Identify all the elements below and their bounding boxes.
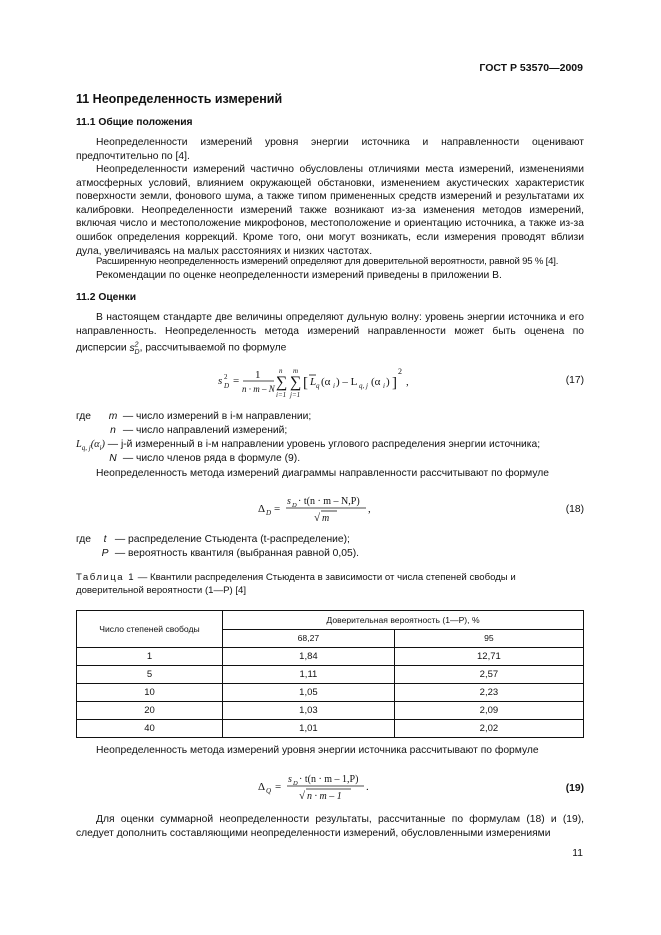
paragraph: Неопределенность метода измерений уровня энергии источника рассчитывают по формуле	[96, 745, 539, 756]
svg-text:L: L	[310, 376, 317, 388]
table-header: 68,27	[223, 629, 395, 648]
equation-number: (19)	[565, 783, 584, 794]
table-row	[77, 702, 584, 720]
where-item: $L_{q, j}(\alpha_i)$ — j-й измеренный в i-м направлении уровень углового распределения энергии источника;	[76, 439, 541, 453]
svg-text:D: D	[224, 382, 230, 390]
variance-symbol: $s^2_D$	[129, 341, 140, 356]
svg-text:q: q	[316, 382, 320, 390]
svg-text:,: ,	[406, 376, 409, 388]
table-cell: 1	[77, 648, 223, 666]
equation-number: (17)	[565, 375, 584, 386]
table-cell: 1,01	[223, 720, 395, 738]
equation-17-graphic	[218, 360, 438, 400]
table-header: Доверительная вероятность (1—P), %	[223, 611, 584, 630]
svg-text:i: i	[333, 382, 335, 390]
svg-text:· t(n · m – N,P): · t(n · m – N,P)	[298, 496, 360, 507]
svg-text:D: D	[266, 509, 272, 517]
equation-number: (18)	[565, 504, 584, 515]
svg-text:s: s	[287, 496, 291, 507]
equation-17	[218, 360, 438, 400]
table-cell: 2,09	[394, 702, 583, 720]
paragraph: Рекомендации по оценке неопределенности измерений приведены в приложении В.	[96, 270, 502, 281]
where-item: N — число членов ряда в формуле (9).	[109, 453, 301, 464]
svg-text:2: 2	[398, 367, 402, 376]
svg-text:.: .	[366, 781, 369, 793]
table-cell: 1,05	[223, 684, 395, 702]
svg-text:m: m	[293, 367, 299, 375]
svg-text:): )	[386, 376, 390, 388]
svg-text:√: √	[314, 512, 321, 524]
table-row	[77, 648, 584, 666]
standard-header: ГОСТ Р 53570—2009	[479, 62, 583, 74]
equation-19	[258, 768, 378, 806]
svg-text:s: s	[218, 375, 223, 387]
paragraph: В настоящем стандарте две величины определяют дульную волну: уровень энергии источника и его направленность. Неопределенность метода измерений направленности может быть оценена по дисперсии $s^2_D$, рассчитываемой по формуле	[76, 312, 584, 356]
paragraph: Для оценки суммарной неопределенности результаты, рассчитанные по формулам (18) и (19), следует дополнить составляющими неопределенности измерений, обусловленными измерениями	[76, 814, 584, 839]
subsection-title-11-1: 11.1 Общие положения	[76, 117, 193, 128]
svg-text:,: ,	[368, 503, 371, 515]
table-cell: 1,11	[223, 666, 395, 684]
table-cell: 5	[77, 666, 223, 684]
svg-text:(α: (α	[321, 376, 331, 388]
svg-text:Δ: Δ	[258, 503, 266, 515]
svg-text:D: D	[292, 502, 297, 509]
page-number: 11	[572, 848, 583, 859]
equation-18-graphic	[258, 490, 378, 526]
table-row	[77, 666, 584, 684]
svg-text:Q: Q	[266, 787, 272, 795]
equation-18	[258, 490, 378, 526]
table-header: 95	[394, 629, 583, 648]
svg-text:n · m – 1: n · m – 1	[307, 791, 342, 802]
table-row	[77, 720, 584, 738]
table-header: Число степеней свободы	[77, 611, 223, 648]
svg-text:m: m	[322, 513, 330, 524]
svg-text:[: [	[303, 375, 308, 391]
where-label: где	[76, 411, 92, 422]
svg-text:√: √	[299, 790, 306, 802]
svg-text:1: 1	[255, 369, 261, 381]
where-item: m — число измерений в i-м направлении;	[108, 411, 312, 422]
paragraph: Неопределенность метода измерений диаграммы направленности рассчитывают по формуле	[96, 468, 550, 479]
svg-text:q, j: q, j	[359, 382, 368, 390]
where-item: t — распределение Стьюдента (t-распределение);	[103, 534, 350, 545]
equation-19-graphic	[258, 768, 378, 806]
svg-text:Δ: Δ	[258, 781, 266, 793]
paragraph: Неопределенности измерений частично обусловлены отличиями места измерений, изменениями атмосферных условий, влиянием окружающей обстановки, изменением акустических характеристик поверхности земли, фонового шума, а также типом примененных средств измерений и результатами их калибровки. Неопределенности измерений также возникают из-за изменения методов измерений, включая число и местоположение микрофонов, местоположение и ориентацию источника, а также из-за ошибок определения коррекций. Кроме того, они могут возникать, если измерения проводят вблизи дула, увеличиваясь на малых расстояниях и низких частотах.	[76, 164, 584, 257]
table-cell: 10	[77, 684, 223, 702]
table-cell: 20	[77, 702, 223, 720]
student-quantiles-table	[76, 610, 584, 738]
svg-text:=: =	[233, 375, 240, 387]
svg-text:s: s	[288, 774, 292, 785]
table-cell: 2,02	[394, 720, 583, 738]
svg-text:D: D	[293, 780, 298, 787]
svg-text:=: =	[275, 781, 282, 793]
subsection-title-11-2: 11.2 Оценки	[76, 292, 137, 303]
table-cell: 2,23	[394, 684, 583, 702]
table-row	[77, 684, 584, 702]
section-title: 11 Неопределенность измерений	[76, 92, 283, 106]
table-cell: 2,57	[394, 666, 583, 684]
svg-text:n: n	[279, 367, 283, 375]
paragraph: Расширенную неопределенность измерений определяют для доверительной вероятности, равной 95 % [4].	[96, 256, 559, 267]
paragraph: Неопределенности измерений уровня энергии источника и направленности оценивают предпочтительно по [4].	[76, 137, 584, 162]
table-cell: 1,03	[223, 702, 395, 720]
table-caption: Таблица 1 — Квантили распределения Стьюдента в зависимости от числа степеней свободы и доверительной вероятности (1—P) [4]	[76, 572, 516, 596]
svg-text:∑: ∑	[290, 374, 302, 391]
svg-text:· t(n · m – 1,P): · t(n · m – 1,P)	[299, 774, 359, 785]
svg-text:]: ]	[392, 375, 397, 391]
svg-text:n · m – N: n · m – N	[242, 384, 275, 394]
table-cell: 1,84	[223, 648, 395, 666]
svg-text:j=1: j=1	[290, 391, 301, 399]
table-cell: 12,71	[394, 648, 583, 666]
svg-text:i: i	[383, 382, 385, 390]
svg-text:∑: ∑	[276, 374, 288, 391]
table-cell: 40	[77, 720, 223, 738]
svg-text:i=1: i=1	[276, 391, 287, 399]
svg-text:2: 2	[224, 373, 228, 381]
svg-text:=: =	[274, 503, 281, 515]
svg-text:) – L: ) – L	[336, 376, 358, 388]
svg-text:(α: (α	[371, 376, 381, 388]
where-item: P — вероятность квантиля (выбранная равной 0,05).	[101, 548, 360, 559]
where-label: где	[76, 534, 92, 545]
where-item: n — число направлений измерений;	[110, 425, 288, 436]
